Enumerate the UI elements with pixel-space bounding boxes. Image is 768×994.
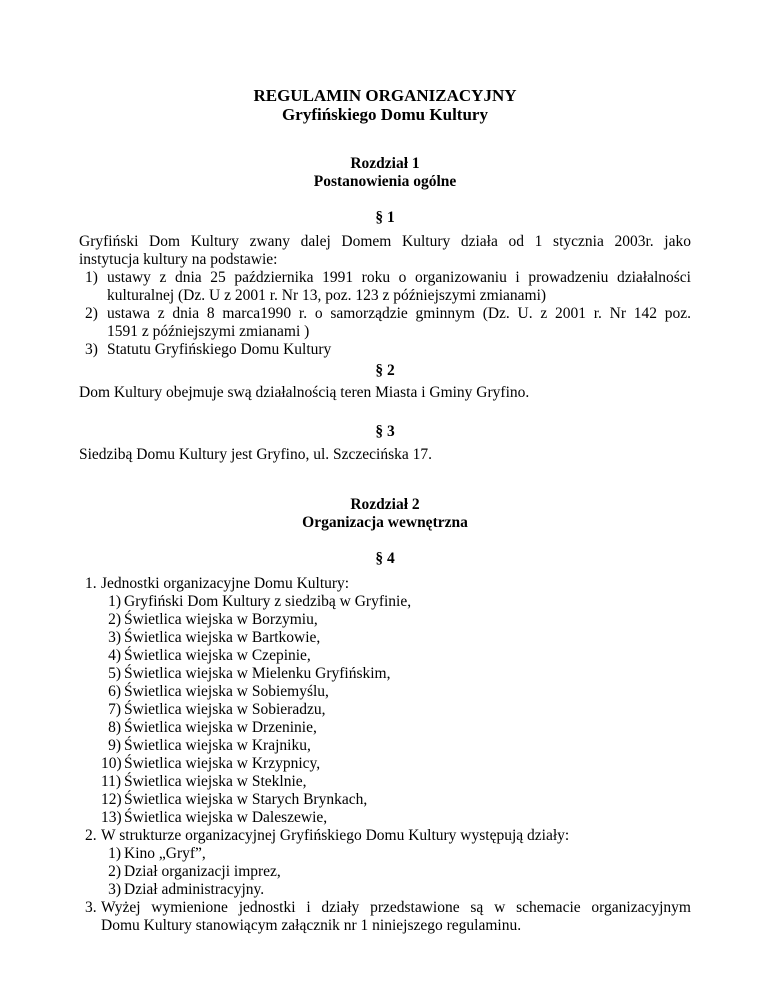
list-item-text-line-1: Statutu Gryfińskiego Domu Kultury bbox=[107, 341, 332, 358]
list-item-number: 13) bbox=[101, 809, 122, 826]
list-item-text: Świetlica wiejska w Drzeninie, bbox=[124, 719, 317, 736]
list-item bbox=[79, 575, 691, 593]
chapter-1-name: Postanowienia ogólne bbox=[313, 173, 457, 190]
list-item-text: Świetlica wiejska w Starych Brynkach, bbox=[124, 791, 368, 808]
paragraph-1-intro-line-2: instytucja kultury na podstawie: bbox=[79, 251, 278, 268]
list-item-number: 3) bbox=[108, 881, 121, 898]
list-item bbox=[79, 755, 691, 773]
list-item bbox=[79, 845, 691, 863]
list-item-number: 2) bbox=[85, 305, 98, 322]
list-item-text: Kino „Gryf”, bbox=[124, 845, 206, 862]
list-item bbox=[79, 593, 691, 611]
chapter-2-name: Organizacja wewnętrzna bbox=[302, 514, 468, 531]
list-item-text: Świetlica wiejska w Bartkowie, bbox=[124, 629, 321, 646]
chapter-1-heading bbox=[79, 155, 691, 191]
list-item bbox=[79, 863, 691, 881]
list-item bbox=[79, 647, 691, 665]
list-item bbox=[79, 881, 691, 899]
paragraph-2-sign: § 2 bbox=[375, 362, 395, 379]
list-item-number: 3) bbox=[85, 341, 98, 358]
list-item bbox=[79, 827, 691, 845]
title-line-1: REGULAMIN ORGANIZACYJNY bbox=[253, 86, 517, 105]
paragraph-4-sign: § 4 bbox=[375, 550, 395, 567]
list-item-text: Świetlica wiejska w Krzypnicy, bbox=[124, 755, 321, 772]
list-item-text: Świetlica wiejska w Mielenku Gryfińskim, bbox=[124, 665, 391, 682]
department-list bbox=[79, 845, 691, 899]
list-item-text: Świetlica wiejska w Krajniku, bbox=[124, 737, 311, 754]
paragraph-1-body bbox=[79, 233, 691, 359]
list-item bbox=[79, 719, 691, 737]
list-item-text: W strukturze organizacyjnej Gryfińskiego Domu Kultury występują działy: bbox=[101, 827, 570, 844]
list-item-number: 1) bbox=[85, 269, 98, 286]
chapter-2-heading bbox=[79, 496, 691, 532]
list-item-text-line-2: Domu Kultury stanowiącym załącznik nr 1 niniejszego regulaminu. bbox=[101, 917, 522, 934]
list-item-text: Świetlica wiejska w Daleszewie, bbox=[124, 809, 328, 826]
list-item-text-line-2: kulturalnej (Dz. U z 2001 r. Nr 13, poz. 123 z późniejszymi zmianami) bbox=[107, 287, 547, 304]
list-item-text-line-1: ustawy z dnia 25 października 1991 roku o organizowaniu i prowadzeniu działalności bbox=[107, 269, 691, 286]
list-item-text-line-1: ustawa z dnia 8 marca1990 r. o samorządzie gminnym (Dz. U. z 2001 r. Nr 142 poz. bbox=[107, 305, 691, 322]
unit-list bbox=[79, 593, 691, 827]
list-item bbox=[79, 269, 691, 305]
list-item-text-line-1: Wyżej wymienione jednostki i działy przedstawione są w schemacie organizacyjnym bbox=[101, 899, 691, 916]
list-item-number: 3) bbox=[108, 629, 121, 646]
list-item-text: Gryfiński Dom Kultury z siedzibą w Gryfinie, bbox=[124, 593, 412, 610]
list-item bbox=[79, 305, 691, 341]
paragraph-3-sign: § 3 bbox=[375, 423, 395, 440]
list-item-number: 8) bbox=[108, 719, 121, 736]
paragraph-3-text: Siedzibą Domu Kultury jest Gryfino, ul. Szczecińska 17. bbox=[79, 446, 432, 463]
list-item-text: Świetlica wiejska w Czepinie, bbox=[124, 647, 311, 664]
list-item-number: 2) bbox=[108, 863, 121, 880]
list-item-number: 12) bbox=[101, 791, 122, 808]
list-item-number: 1. bbox=[85, 575, 97, 592]
list-item bbox=[79, 791, 691, 809]
list-item-number: 7) bbox=[108, 701, 121, 718]
list-item-text: Świetlica wiejska w Steklnie, bbox=[124, 773, 307, 790]
list-item bbox=[79, 701, 691, 719]
list-item bbox=[79, 683, 691, 701]
list-item-text: Dział organizacji imprez, bbox=[124, 863, 281, 880]
list-item-text-line-2: 1591 z późniejszymi zmianami ) bbox=[107, 323, 310, 340]
list-item-text: Dział administracyjny. bbox=[124, 881, 265, 898]
paragraph-1-intro-line-1: Gryfiński Dom Kultury zwany dalej Domem Kultury działa od 1 stycznia 2003r. jako bbox=[79, 233, 691, 250]
list-item-text: Jednostki organizacyjne Domu Kultury: bbox=[101, 575, 350, 592]
list-item bbox=[79, 899, 691, 935]
list-item-text: Świetlica wiejska w Sobieradzu, bbox=[124, 701, 326, 718]
paragraph-4-body bbox=[79, 575, 691, 935]
list-item bbox=[79, 629, 691, 647]
list-item-number: 6) bbox=[108, 683, 121, 700]
list-item-number: 2) bbox=[108, 611, 121, 628]
list-item bbox=[79, 809, 691, 827]
list-item bbox=[79, 737, 691, 755]
paragraph-1-sign: § 1 bbox=[375, 209, 395, 226]
list-item-number: 1) bbox=[108, 845, 121, 862]
list-item-number: 10) bbox=[101, 755, 122, 772]
list-item-number: 5) bbox=[108, 665, 121, 682]
list-item-text: Świetlica wiejska w Sobiemyślu, bbox=[124, 683, 329, 700]
chapter-2-number: Rozdział 2 bbox=[350, 496, 420, 513]
list-item-number: 4) bbox=[108, 647, 121, 664]
list-item-number: 11) bbox=[101, 773, 122, 790]
list-item bbox=[79, 341, 691, 359]
title-line-2: Gryfińskiego Domu Kultury bbox=[282, 105, 488, 124]
list-item bbox=[79, 665, 691, 683]
document-title bbox=[79, 86, 691, 124]
list-item-number: 9) bbox=[108, 737, 121, 754]
chapter-1-number: Rozdział 1 bbox=[350, 155, 420, 172]
list-item bbox=[79, 773, 691, 791]
list-item bbox=[79, 611, 691, 629]
list-item-number: 1) bbox=[108, 593, 121, 610]
list-item-number: 2. bbox=[85, 827, 97, 844]
paragraph-2-text: Dom Kultury obejmuje swą działalnością teren Miasta i Gminy Gryfino. bbox=[79, 384, 530, 401]
list-item-number: 3. bbox=[85, 899, 97, 916]
list-item-text: Świetlica wiejska w Borzymiu, bbox=[124, 611, 318, 628]
